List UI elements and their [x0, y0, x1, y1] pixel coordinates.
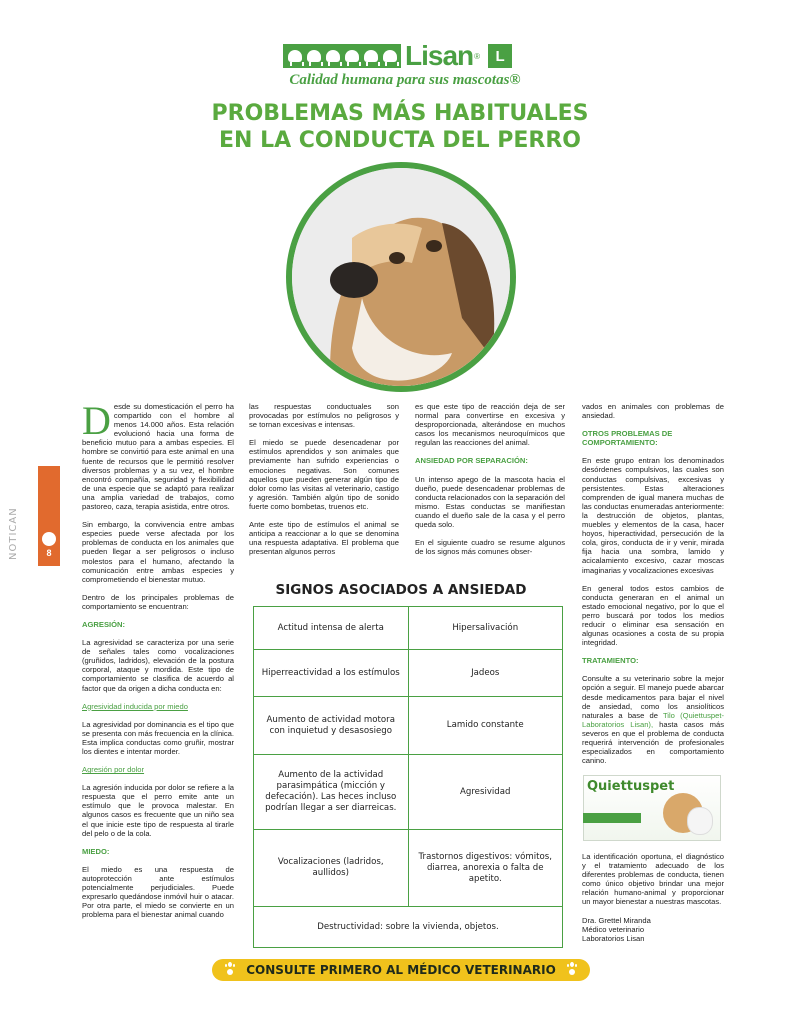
signature-title: Médico veterinario — [582, 924, 645, 934]
heading-tratamiento: TRATAMIENTO: — [582, 656, 639, 666]
paragraph: Ante este tipo de estímulos el animal se anticipa a reaccionar a lo que se denomina una respuesta adaptativa. El problema que presentan algunos perros — [249, 520, 399, 557]
page-title — [150, 100, 650, 154]
paragraph: Sin embargo, la convivencia entre ambas especies puede verse afectada por los problemas de conducta en los animales que pueden llegar a ser peligrosos o incluso molestos para el humano, afectando la comunicación entre ambas especies y comprometiendo el bienestar mutuo. — [82, 520, 234, 584]
animal-silhouettes-icon — [283, 44, 401, 68]
table-row — [254, 830, 562, 907]
table-cell: Actitud intensa de alerta — [277, 622, 384, 633]
column-4-bottom — [582, 852, 724, 943]
brand-box-icon: L — [488, 44, 512, 68]
table-row — [254, 650, 562, 697]
paragraph: Dentro de los principales problemas de comportamiento se encuentran: — [82, 592, 234, 611]
column-1 — [82, 398, 234, 928]
paw-icon — [566, 964, 578, 976]
footer-text: CONSULTE PRIMERO AL MÉDICO VETERINARIO — [246, 963, 556, 977]
paw-icon — [224, 964, 236, 976]
table-row — [254, 907, 562, 947]
footer-banner — [212, 959, 590, 981]
signature-org: Laboratorios Lisan — [582, 933, 645, 943]
paragraph: La agresividad por dominancia es el tipo que se presenta con más frecuencia en la clínica. Esta implica conductas como gruñir, mostrar los dientes e intentar morder. — [82, 719, 234, 756]
product-mention: Tilo (Quiettuspet-Laboratorios Lisan), — [582, 710, 724, 729]
heading-otros: OTROS PROBLEMAS DE COMPORTAMIENTO: — [582, 429, 673, 448]
tagline: Calidad humana para sus mascotas® — [289, 72, 521, 88]
paragraph: es que este tipo de reacción deja de ser normal para convertirse en excesiva y desproporcionada, alterándose en muchos casos los mecanismos neuroquímicos que regulan las reacciones del animal. — [415, 402, 565, 448]
table-row — [254, 697, 562, 755]
paragraph: La identificación oportuna, el diagnóstico y el tratamiento adecuado de los diferentes problemas de conducta, tienen como único objetivo brindar una mejor relación humano-animal y proporcionar un mayor bienestar a nuestras mascotas. — [582, 852, 724, 907]
column-4 — [582, 402, 724, 774]
column-2 — [249, 402, 399, 565]
anxiety-signs-table — [253, 606, 563, 948]
table-cell: Hiperreactividad a los estímulos — [261, 667, 400, 678]
paragraph: Un intenso apego de la mascota hacia el dueño, puede desencadenar problemas de conducta relacionados con la separación del mismo. Estas conductas se manifiestan cuando el dueño sale de la casa y el perro queda solo. — [415, 474, 565, 530]
paragraph: En general todos estos cambios de conducta generaran en el animal un estado emocional negativo, por lo que el perro buscará por todos los medios reducir o eliminar esa sensación en algunas ocasiones a costa de su propia integridad. — [582, 583, 724, 648]
title-line-2: EN LA CONDUCTA DEL PERRO — [218, 128, 582, 153]
paragraph: La agresividad se caracteriza por una serie de señales tales como vocalizaciones (gruñidos, ladridos), elevación de la postura corporal, ataque y mordida. Este tipo de comportamiento se clasifica de acuerdo al factor que da origen a dicha conducta en: — [82, 638, 234, 693]
product-box-image — [583, 767, 721, 843]
table-title: SIGNOS ASOCIADOS A ANSIEDAD — [275, 582, 527, 598]
paragraph: En el siguiente cuadro se resume algunos de los signos más comunes obser- — [415, 538, 565, 557]
subheading-miedo: Agresividad inducida por miedo — [82, 701, 188, 711]
brand-reg-mark: ® — [474, 51, 481, 61]
table-cell: Aumento de la actividad parasimpática (micción y defecación). Las heces incluso podrían llegar a ser diarreicas. — [265, 770, 397, 813]
column-3 — [415, 402, 565, 565]
page-number: 8 — [46, 548, 52, 558]
table-cell: Aumento de actividad motora con inquietud y desasosiego — [266, 714, 395, 736]
table-row — [254, 755, 562, 830]
heading-miedo: MIEDO: — [82, 846, 110, 856]
paragraph: vados en animales con problemas de ansiedad. — [582, 402, 724, 421]
brand-name: Lisan — [405, 40, 474, 71]
paragraph: El miedo se puede desencadenar por estímulos aprendidos y son animales que previamente han sufrido experiencias o emociones negativas. Son comunes aquellos que pueden generar algún tipo de dolor como las visitas al veterinario, castigo y agresión. También algún tipo de sonido fuerte como bombetas, truenos etc. — [249, 438, 399, 511]
table-cell: Agresividad — [408, 755, 563, 829]
paw-icon — [42, 532, 56, 546]
table-cell: Vocalizaciones (ladridos, aullidos) — [277, 857, 384, 878]
paragraph: las respuestas conductuales son provocadas por estímulos no peligrosos y se tornan excesivas e intensas. — [249, 402, 399, 430]
paragraph: En este grupo entran los denominados desórdenes compulsivos, las cuales son conductas compulsivas, excesivas y persistentes. Estas alteraciones comprenden de igual manera muchas de las conductas enumeradas anteriormente: la destrucción de objetos, plantas, muebles y elementos de la casa, hacer hoyos, hiperactividad, persecución de la cola, giros, conducta de ir y venir, mirada fija hacia una sombra, lamido y acicalamiento excesivo, cazar moscas imaginarias y vocalizaciones excesivas — [582, 456, 724, 575]
dog-photo — [286, 162, 516, 392]
intro-paragraph: Desde su domesticación el perro ha compartido con el hombre al menos 14.000 años. Esta relación evolucionó hacia una forma de beneficio mutuo para a ambas especies. El hombre se convirtió para este animal en una fuente de recursos que le permitió resolver diversos problemas y a su vez, el hombre encontró compañía, seguridad y flexibilidad de una especie que se adaptó para realizar una amplia variedad de trabajos, como pastoreo, caza, terapia asistida, entre otros. — [82, 398, 234, 512]
subheading-dolor: Agresión por dolor — [82, 765, 145, 775]
heading-agresion: AGRESIÓN: — [82, 619, 126, 629]
table-cell: Hipersalivación — [408, 607, 563, 649]
heading-ansiedad: ANSIEDAD POR SEPARACIÓN: — [415, 456, 528, 466]
paragraph-tratamiento: Consulte a su veterinario sobre la mejor opción a seguir. El manejo puede abarcar desde medicamentos para bajar el nivel de ansiedad, como los ansiolíticos naturales a base de Tilo (Quiettuspet-Laboratorios Lisan), hasta casos más severos en que el problema de conducta requerirá intervención de profesionales especializados en comportamiento canino. — [582, 674, 724, 766]
table-cell: Destructividad: sobre la vivienda, objetos. — [317, 921, 499, 932]
table-cell: Jadeos — [408, 650, 563, 696]
paragraph: El miedo es una respuesta de autoprotección ante estímulos potencialmente perjudiciales. Puede expresarlo quedándose inmóvil huir o atacar. Por otra parte, el miedo se convierte en un problema para el bienestar animal cuando — [82, 864, 234, 920]
section-label: NOTICAN — [8, 507, 19, 560]
table-cell: Trastornos digestivos: vómitos, diarrea, anorexia o falta de apetito. — [408, 830, 563, 906]
product-brand: Quiettuspet — [587, 779, 675, 794]
table-cell: Lamido constante — [408, 697, 563, 754]
dropcap: D — [82, 398, 111, 443]
paragraph: La agresión inducida por dolor se refiere a la respuesta que el perro emite ante un estímulo que le provoca malestar. En algunos casos es frecuente que un niño sea el que inicie este tipo de respuesta al tirarle del pelo o de la cola. — [82, 783, 234, 838]
signature-name: Dra. Grettel Miranda — [582, 915, 651, 925]
table-row — [254, 607, 562, 650]
logo — [283, 42, 519, 70]
title-line-1: PROBLEMAS MÁS HABITUALES — [211, 101, 589, 126]
